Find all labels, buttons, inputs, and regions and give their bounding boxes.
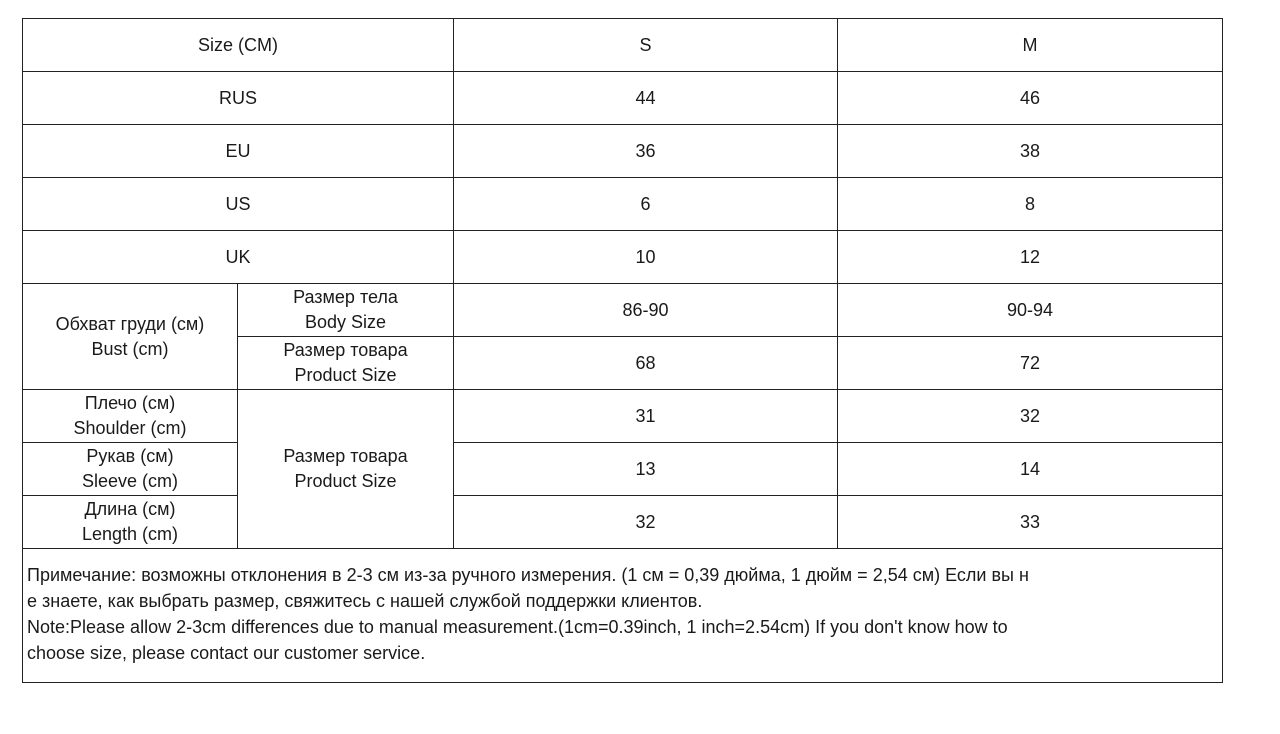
size-s-header: S [454,19,838,72]
cell-m: 33 [838,496,1223,549]
body-size-label-cell [238,284,454,337]
cell-m: 14 [838,443,1223,496]
cell-s: 32 [454,496,838,549]
measurement-label-ru: Рукав (см) [86,446,174,466]
cell-m: 90-94 [838,284,1223,337]
note-ru-line2: е знаете, как выбрать размер, свяжитесь с нашей службой поддержки клиентов. [27,591,703,611]
table-row [23,390,1223,443]
body-size-label-en: Body Size [304,312,387,332]
table-row [23,284,1223,337]
measurement-label-cell [23,443,238,496]
measurement-label-en: Sleeve (cm) [81,471,179,491]
measurement-label-ru: Плечо (см) [84,393,176,413]
table-header-row [23,19,1223,72]
measurement-label-en: Length (cm) [81,524,179,544]
cell-s: 68 [454,337,838,390]
cell-s: 36 [454,125,838,178]
size-header-cell: Size (CM) [23,19,454,72]
cell-s: 6 [454,178,838,231]
cell-m: 72 [838,337,1223,390]
standard-label: UK [23,231,454,284]
standard-label: EU [23,125,454,178]
cell-m: 12 [838,231,1223,284]
note-row [23,549,1223,683]
product-size-label-ru: Размер товара [283,340,408,360]
cell-s: 44 [454,72,838,125]
table-row [23,496,1223,549]
note-en-line2: choose size, please contact our customer service. [27,643,426,663]
cell-s: 13 [454,443,838,496]
product-size-label-cell [238,390,454,549]
table-row [23,72,1223,125]
standard-label: RUS [23,72,454,125]
cell-m: 8 [838,178,1223,231]
table-row [23,125,1223,178]
measurement-label-en: Shoulder (cm) [73,418,187,438]
cell-s: 86-90 [454,284,838,337]
bust-label-ru: Обхват груди (см) [55,313,205,334]
measurement-label-cell [23,496,238,549]
size-m-header: M [838,19,1223,72]
bust-label-cell [23,284,238,390]
cell-s: 10 [454,231,838,284]
cell-m: 32 [838,390,1223,443]
note-ru-line1: Примечание: возможны отклонения в 2-3 см из-за ручного измерения. (1 см = 0,39 дюйма, 1 дюйм = 2,54 см) Если вы н [27,565,1029,585]
size-chart-table [22,18,1223,683]
table-row [23,178,1223,231]
cell-m: 46 [838,72,1223,125]
standard-label: US [23,178,454,231]
note-cell [23,549,1223,683]
note-en-line1: Note:Please allow 2-3cm differences due to manual measurement.(1cm=0.39inch, 1 inch=2.54cm) If you don't know how to [27,617,1008,637]
measurement-label-ru: Длина (см) [84,499,176,519]
body-size-label-ru: Размер тела [293,287,398,307]
cell-m: 38 [838,125,1223,178]
product-size-label-cell [238,337,454,390]
table-row [23,443,1223,496]
table-row [23,231,1223,284]
product-size-label-ru: Размер товара [283,446,408,466]
cell-s: 31 [454,390,838,443]
product-size-label-en: Product Size [294,471,397,491]
product-size-label-en: Product Size [294,365,397,385]
bust-label-en: Bust (cm) [91,338,169,359]
measurement-label-cell [23,390,238,443]
